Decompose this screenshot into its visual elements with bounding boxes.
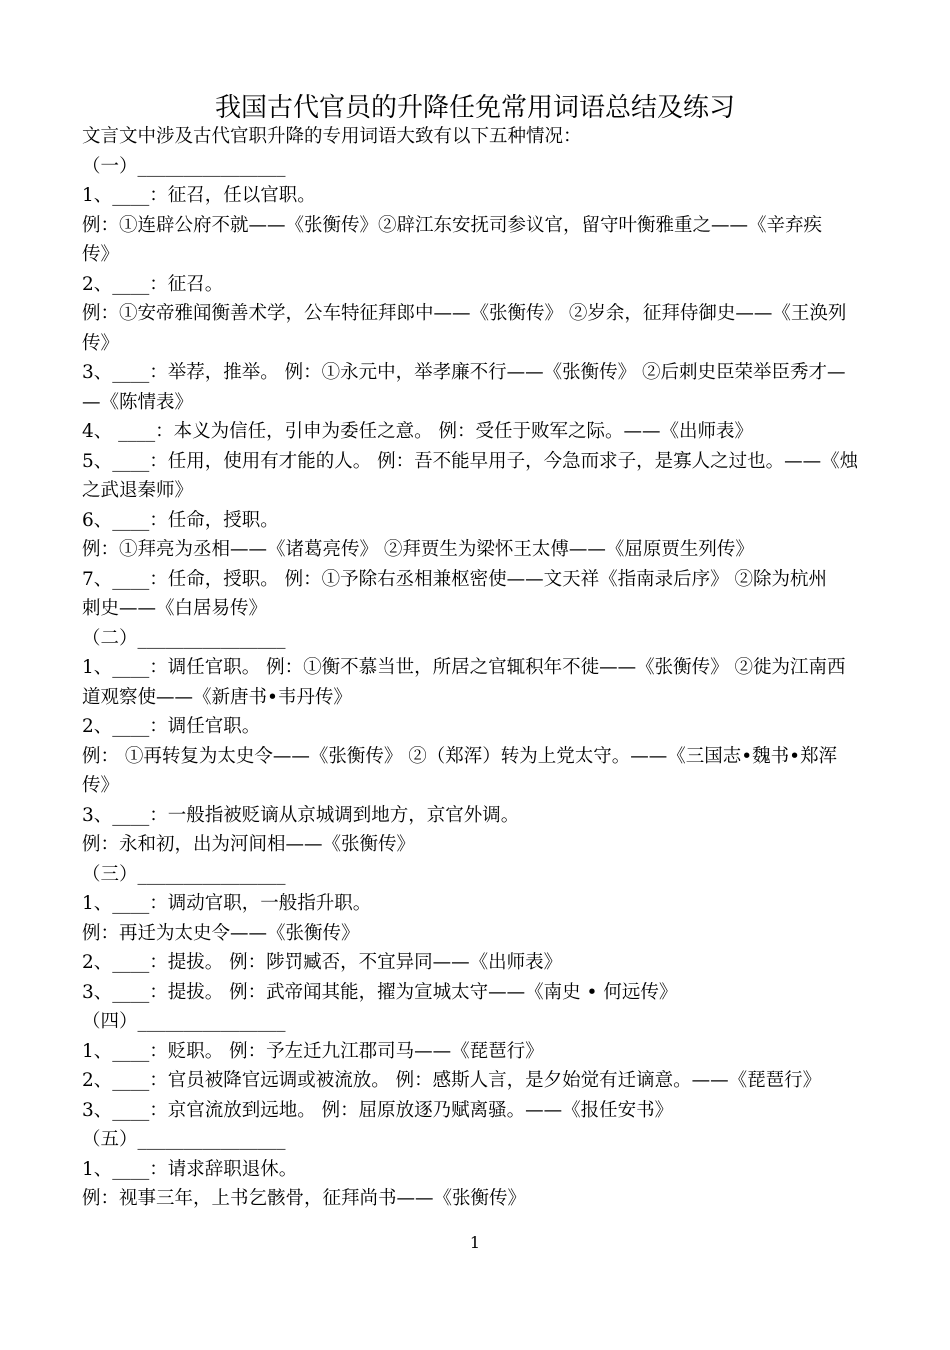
text-line: 1、____：征召，任以官职。 [82,185,316,206]
text-line: 2、____：官员被降官远调或被流放。 例：感斯人言，是夕始觉有迁谪意。——《琵琶行》 [82,1070,822,1091]
text-line: 道观察使——《新唐书•韦丹传》 [82,686,352,708]
text-line: 传》 [82,775,120,796]
text-line: （一）________________ [82,155,286,177]
text-line: （二）________________ [82,627,286,649]
text-line: 刺史——《白居易传》 [82,598,268,619]
document-title: 我国古代官员的升降任免常用词语总结及练习 [214,93,735,123]
document-body [82,122,882,1214]
text-line: 1、____：调动官职，一般指升职。 [82,893,372,914]
text-line: 1、____：请求辞职退休。 [82,1158,298,1180]
text-line: 例：永和初，出为河间相——《张衡传》 [82,834,416,855]
text-line: 传》 [82,244,120,265]
text-line: 7、____：任命，授职。 例：①予除右丞相兼枢密使——文天祥《指南录后序》 ②除为杭州 [82,568,828,590]
text-line: 3、____：京官流放到远地。 例：屈原放逐乃赋离骚。——《报任安书》 [82,1099,674,1121]
text-line: 传》 [82,332,120,354]
text-line: 例： ①再转复为太史令——《张衡传》 ②（郑浑）转为上党太守。——《三国志•魏书•郑浑 [82,745,838,767]
text-line: 6、____：任命，授职。 [82,509,279,531]
text-line: 3、____：一般指被贬谪从京城调到地方，京官外调。 [82,804,520,826]
text-line: 例：再迁为太史令——《张衡传》 [82,922,360,944]
text-line: 2、____：提拔。 例：陟罚臧否，不宜异同——《出师表》 [82,952,563,973]
text-line: 2、____：调任官职。 [82,716,261,737]
text-line: 3、____：提拔。 例：武帝闻其能，擢为宣城太守——《南史 • 何远传》 [82,981,678,1003]
page-number: 1 [469,1233,481,1252]
text-line: 4、 ____：本义为信任，引申为委任之意。 例：受任于败军之际。——《出师表》 [82,421,754,442]
text-line: —《陈情表》 [82,391,194,413]
text-line: 之武退秦师》 [82,480,194,501]
text-line: 1、____：调任官职。 例：①衡不慕当世，所居之官辄积年不徙——《张衡传》 ②徙为江南西 [82,657,846,678]
text-line: 文言文中涉及古代官职升降的专用词语大致有以下五种情况： [82,126,582,147]
text-line: （四）________________ [82,1011,286,1032]
text-line: 3、____：举荐，推举。 例：①永元中，举孝廉不行——《张衡传》 ②后刺史臣荣举臣秀才— [82,362,846,383]
text-line: （五）________________ [82,1129,286,1150]
text-line: （三）________________ [82,863,286,885]
text-line: 例：视事三年，上书乞骸骨，征拜尚书——《张衡传》 [82,1188,527,1209]
text-line: 1、____：贬职。 例：予左迁九江郡司马——《琵琶行》 [82,1040,544,1062]
text-line: 例：①连辟公府不就——《张衡传》②辟江东安抚司参议官，留守叶衡雅重之——《辛弃疾 [82,214,823,236]
text-line: 5、____：任用，使用有才能的人。 例：吾不能早用子，今急而求子，是寡人之过也。——《烛 [82,450,859,472]
text-line: 例：①安帝雅闻衡善术学，公车特征拜郎中——《张衡传》 ②岁余，征拜侍御史——《王涣列 [82,303,847,324]
text-line: 2、____：征召。 [82,273,224,295]
text-line: 例：①拜亮为丞相——《诸葛亮传》 ②拜贾生为梁怀王太傅——《屈原贾生列传》 [82,539,754,560]
